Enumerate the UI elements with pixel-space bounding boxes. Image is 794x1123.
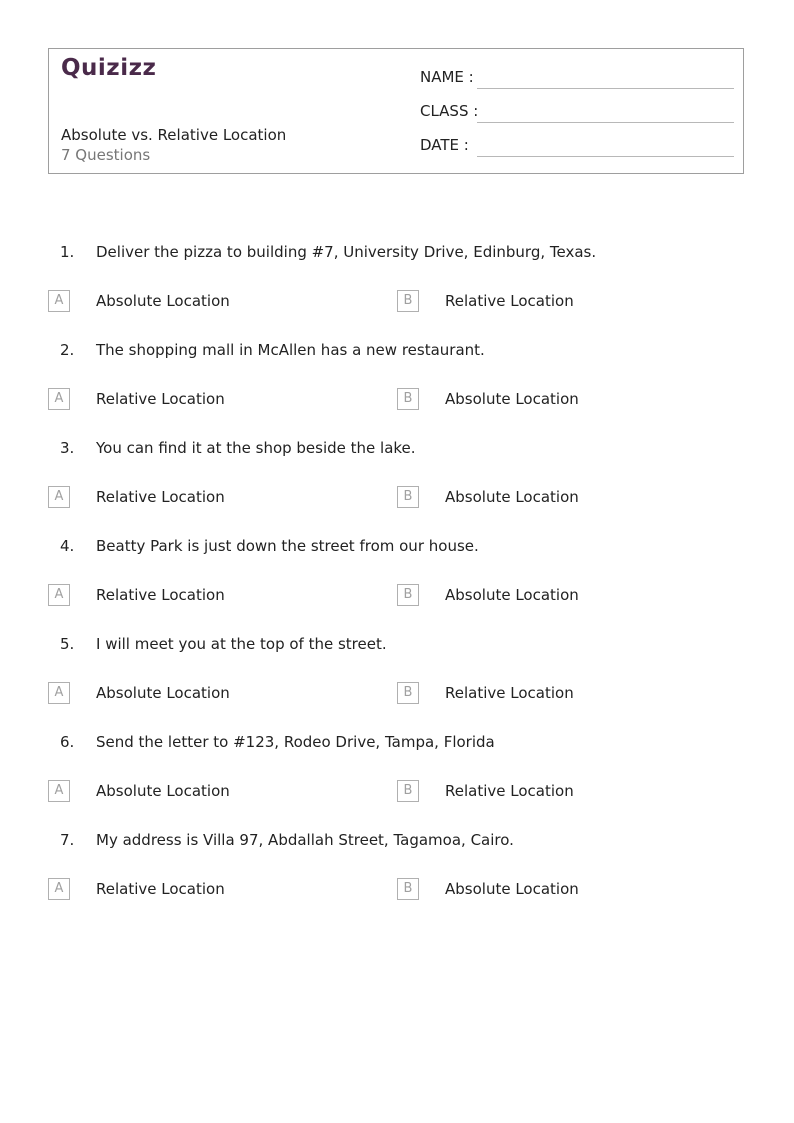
question-stem bbox=[0, 241, 794, 263]
question-options bbox=[0, 388, 794, 412]
question-stem bbox=[0, 633, 794, 655]
date-label: DATE : bbox=[420, 136, 469, 154]
question-text: My address is Villa 97, Abdallah Street, Tagamoa, Cairo. bbox=[96, 831, 514, 849]
option-b-text[interactable]: Relative Location bbox=[445, 782, 574, 800]
question-stem bbox=[0, 437, 794, 459]
option-b-box[interactable]: B bbox=[397, 780, 419, 802]
question-text: Deliver the pizza to building #7, University Drive, Edinburg, Texas. bbox=[96, 243, 597, 261]
question-options bbox=[0, 290, 794, 314]
name-label: NAME : bbox=[420, 68, 474, 86]
option-a-box[interactable]: A bbox=[48, 682, 70, 704]
question-number: 6. bbox=[60, 733, 75, 751]
quizizz-logo: Quizizz bbox=[61, 55, 157, 81]
name-field[interactable] bbox=[420, 67, 734, 89]
option-a-text[interactable]: Absolute Location bbox=[96, 684, 230, 702]
class-label: CLASS : bbox=[420, 102, 479, 120]
worksheet-header bbox=[48, 48, 744, 174]
option-b-box[interactable]: B bbox=[397, 584, 419, 606]
option-b-text[interactable]: Relative Location bbox=[445, 292, 574, 310]
option-a-text[interactable]: Relative Location bbox=[96, 390, 225, 408]
option-b-text[interactable]: Absolute Location bbox=[445, 586, 579, 604]
question-number: 3. bbox=[60, 439, 75, 457]
question-number: 1. bbox=[60, 243, 75, 261]
option-a-text[interactable]: Relative Location bbox=[96, 488, 225, 506]
question-text: The shopping mall in McAllen has a new restaurant. bbox=[96, 341, 485, 359]
question-options bbox=[0, 878, 794, 902]
question-number: 4. bbox=[60, 537, 75, 555]
question-stem bbox=[0, 535, 794, 557]
option-a-text[interactable]: Relative Location bbox=[96, 880, 225, 898]
question-number: 2. bbox=[60, 341, 75, 359]
question-options bbox=[0, 780, 794, 804]
class-field[interactable] bbox=[420, 101, 734, 123]
option-b-text[interactable]: Absolute Location bbox=[445, 880, 579, 898]
name-line[interactable] bbox=[477, 88, 734, 89]
option-a-text[interactable]: Absolute Location bbox=[96, 292, 230, 310]
option-a-box[interactable]: A bbox=[48, 388, 70, 410]
option-a-text[interactable]: Absolute Location bbox=[96, 782, 230, 800]
question-text: You can find it at the shop beside the lake. bbox=[96, 439, 416, 457]
date-field[interactable] bbox=[420, 135, 734, 157]
question-text: Send the letter to #123, Rodeo Drive, Tampa, Florida bbox=[96, 733, 495, 751]
class-line[interactable] bbox=[477, 122, 734, 123]
option-a-box[interactable]: A bbox=[48, 486, 70, 508]
option-a-box[interactable]: A bbox=[48, 878, 70, 900]
option-b-box[interactable]: B bbox=[397, 388, 419, 410]
option-a-text[interactable]: Relative Location bbox=[96, 586, 225, 604]
option-b-text[interactable]: Absolute Location bbox=[445, 488, 579, 506]
question-text: I will meet you at the top of the street. bbox=[96, 635, 387, 653]
worksheet-title: Absolute vs. Relative Location bbox=[61, 126, 287, 144]
question-options bbox=[0, 584, 794, 608]
question-number: 7. bbox=[60, 831, 75, 849]
option-b-text[interactable]: Absolute Location bbox=[445, 390, 579, 408]
question-text: Beatty Park is just down the street from our house. bbox=[96, 537, 479, 555]
question-count: 7 Questions bbox=[61, 146, 151, 164]
option-a-box[interactable]: A bbox=[48, 290, 70, 312]
question-stem bbox=[0, 339, 794, 361]
date-line[interactable] bbox=[477, 156, 734, 157]
option-b-box[interactable]: B bbox=[397, 486, 419, 508]
option-b-text[interactable]: Relative Location bbox=[445, 684, 574, 702]
question-number: 5. bbox=[60, 635, 75, 653]
option-b-box[interactable]: B bbox=[397, 682, 419, 704]
option-a-box[interactable]: A bbox=[48, 780, 70, 802]
option-b-box[interactable]: B bbox=[397, 878, 419, 900]
question-stem bbox=[0, 731, 794, 753]
question-stem bbox=[0, 829, 794, 851]
question-options bbox=[0, 486, 794, 510]
option-a-box[interactable]: A bbox=[48, 584, 70, 606]
question-options bbox=[0, 682, 794, 706]
option-b-box[interactable]: B bbox=[397, 290, 419, 312]
